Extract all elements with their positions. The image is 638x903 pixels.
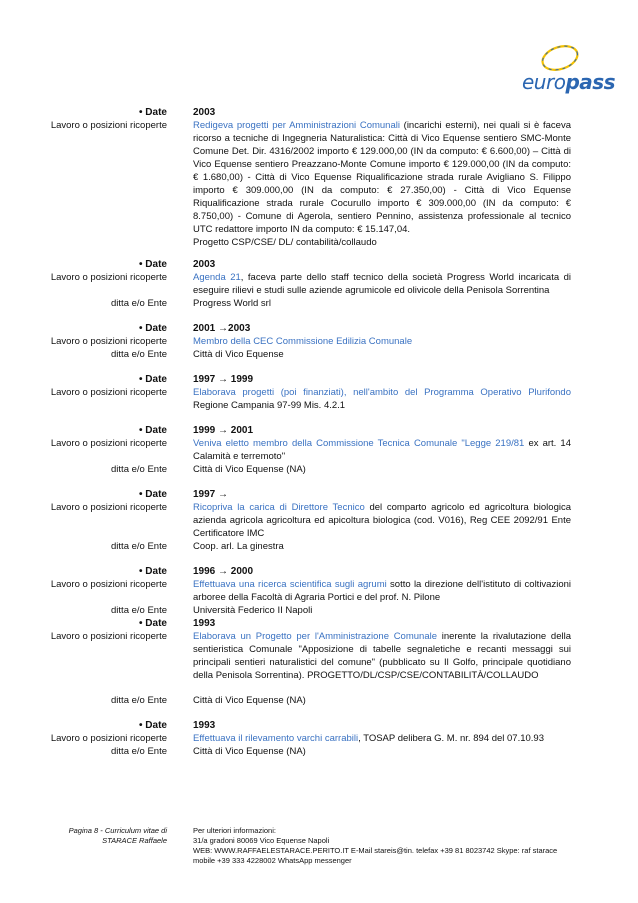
detail-label: ditta e/o Ente bbox=[111, 298, 167, 309]
body-text: Università Federico II Napoli bbox=[193, 605, 313, 616]
detail-row bbox=[0, 335, 638, 348]
detail-row bbox=[0, 463, 638, 476]
detail-row bbox=[0, 732, 638, 745]
detail-value bbox=[193, 271, 571, 297]
body-text: Città di Vico Equense bbox=[193, 349, 284, 360]
detail-label: Lavoro o posizioni ricoperte bbox=[50, 438, 167, 449]
page-footer bbox=[0, 826, 638, 866]
detail-row bbox=[0, 694, 638, 707]
footer-contacts bbox=[193, 826, 593, 866]
detail-label: ditta e/o Ente bbox=[111, 541, 167, 552]
date-row bbox=[0, 719, 638, 732]
detail-value bbox=[193, 236, 571, 249]
detail-row bbox=[0, 348, 638, 361]
detail-value bbox=[193, 297, 571, 310]
detail-label: ditta e/o Ente bbox=[111, 695, 167, 706]
highlight-text: Elaborava progetti (poi finanziati), nell'ambito del Programma Operativo Plurifondo bbox=[193, 387, 571, 398]
footer-contacts-title: Per ulteriori informazioni: bbox=[193, 826, 276, 835]
highlight-text: Agenda 21 bbox=[193, 272, 241, 283]
highlight-text: Ricopriva la carica di Direttore Tecnico bbox=[193, 502, 365, 513]
date-row bbox=[0, 106, 638, 119]
detail-value bbox=[193, 119, 571, 236]
body-text: (incarichi esterni), nei quali si è faceva ricorso a tecniche di Ingegneria Naturalistica: Città di Vico Equense sentiero SMC-Monte Comune Det. Dir. 4316/2002 importo € 129.000,00 (IN da computo: € 6.600,00) – Città di Vico Equense sentiero Preazzano-Monte Comune importo € 129.000,00 (IN da computo: € 1.680,00) - Città di Vico Equense Riqualificazione strada rurale Avigliano S. Filippo importo € 309.000,00 (IN da computo: € 27.350,00) - Città di Vico Equense Riqualificazione strada rurale Cocurullo importo € 309.000,00 (IN da computo: € 8.750,00) - Comune di Agerola, sentiero Pennino, assistenza professionale al tecnico UTC redattore importo IN da computo: € 15.147,04. bbox=[193, 120, 572, 235]
date-label: • Date bbox=[139, 618, 167, 629]
body-text: ex art. 14 Calamità e terremoto" bbox=[193, 438, 571, 462]
detail-label: ditta e/o Ente bbox=[111, 464, 167, 475]
detail-value bbox=[193, 501, 571, 540]
date-label: • Date bbox=[139, 720, 167, 731]
highlight-text: Redigeva progetti per Amministrazioni Comunali bbox=[193, 120, 400, 131]
detail-value bbox=[193, 463, 571, 476]
detail-row bbox=[0, 437, 638, 463]
detail-value bbox=[193, 335, 571, 348]
detail-label: Lavoro o posizioni ricoperte bbox=[50, 579, 167, 590]
date-row bbox=[0, 565, 638, 578]
detail-value bbox=[193, 732, 571, 745]
date-row bbox=[0, 488, 638, 501]
date-label: • Date bbox=[139, 566, 167, 577]
date-value: 1993 bbox=[193, 720, 216, 731]
date-label: • Date bbox=[139, 323, 167, 334]
date-label: • Date bbox=[139, 259, 167, 270]
europass-logo bbox=[520, 40, 616, 100]
date-label: • Date bbox=[139, 374, 167, 385]
detail-label: Lavoro o posizioni ricoperte bbox=[50, 120, 167, 131]
body-text: inerente la rivalutazione della sentieristica Comunale "Apposizione di tabelle segnaletiche e recanti messaggi sui principali sentieri naturalistici del comune" (pubblicato su Il Golfo, principale quotidiano della Penisola Sorrentina). PROGETTO/DL/CSP/CSE/CONTABILITÀ/COLLAUDO bbox=[193, 631, 571, 681]
date-row bbox=[0, 258, 638, 271]
detail-row bbox=[0, 604, 638, 617]
experience-entry bbox=[0, 322, 638, 373]
footer-author: STARACE Raffaele bbox=[102, 836, 167, 845]
detail-label: ditta e/o Ente bbox=[111, 605, 167, 616]
detail-row bbox=[0, 578, 638, 604]
detail-label: Lavoro o posizioni ricoperte bbox=[50, 272, 167, 283]
detail-value bbox=[193, 348, 571, 361]
experience-entry bbox=[0, 258, 638, 322]
date-label: • Date bbox=[139, 425, 167, 436]
detail-label bbox=[0, 236, 193, 249]
body-text: del comparto agricolo ed agricoltura biologica azienda agricola agricoltura ed apicoltura biologica (cod. V016), Reg CEE 2092/91 Ente Certificatore IMC bbox=[193, 502, 572, 539]
body-text: sotto la direzione dell'istituto di coltivazioni arboree della Facoltà di Agraria Portici e del prof. N. Pilone bbox=[193, 579, 572, 603]
date-value: 1996 → 2000 bbox=[193, 566, 254, 577]
detail-label: Lavoro o posizioni ricoperte bbox=[50, 502, 167, 513]
date-value: 1997 → 1999 bbox=[193, 374, 254, 385]
body-text: , faceva parte dello staff tecnico della società Progress World incaricata di eseguire rilievi e studi sulle aziende agrumicole ed olivicole della Penisola Sorrentina bbox=[193, 272, 571, 296]
detail-row bbox=[0, 630, 638, 682]
detail-row bbox=[0, 501, 638, 540]
date-row bbox=[0, 424, 638, 437]
footer-mobile: mobile +39 333 4228002 WhatsApp messenger bbox=[193, 856, 352, 865]
highlight-text: Effettuava una ricerca scientifica sugli agrumi bbox=[193, 579, 387, 590]
footer-address: 31/a gradoni 80069 Vico Equense Napoli bbox=[193, 836, 330, 845]
date-row bbox=[0, 322, 638, 335]
body-text: Città di Vico Equense (NA) bbox=[193, 746, 306, 757]
detail-row bbox=[0, 386, 638, 412]
footer-page-label: Pagina 8 - Curriculum vitae di bbox=[68, 826, 167, 835]
detail-row bbox=[0, 745, 638, 758]
detail-label: ditta e/o Ente bbox=[111, 746, 167, 757]
experience-entry bbox=[0, 424, 638, 488]
date-value: 1997 → bbox=[193, 489, 229, 500]
date-value: 2001 →2003 bbox=[193, 323, 251, 334]
detail-value bbox=[193, 540, 571, 553]
date-value: 2003 bbox=[193, 259, 216, 270]
date-value: 1993 bbox=[193, 618, 216, 629]
europass-wordmark: europass bbox=[522, 70, 616, 94]
experience-entry bbox=[0, 373, 638, 424]
detail-value bbox=[193, 578, 571, 604]
body-text: Città di Vico Equense (NA) bbox=[193, 695, 306, 706]
detail-value bbox=[193, 386, 571, 412]
experience-entry bbox=[0, 106, 638, 258]
detail-value bbox=[193, 604, 571, 617]
detail-value bbox=[193, 694, 571, 707]
body-text: Progress World srl bbox=[193, 298, 271, 309]
detail-label: ditta e/o Ente bbox=[111, 349, 167, 360]
body-text: Regione Campania 97-99 Mis. 4.2.1 bbox=[193, 400, 346, 411]
detail-label: Lavoro o posizioni ricoperte bbox=[50, 387, 167, 398]
work-experience-list bbox=[0, 106, 638, 758]
detail-row bbox=[0, 119, 638, 236]
date-label: • Date bbox=[139, 489, 167, 500]
experience-entry bbox=[0, 565, 638, 617]
footer-page-info bbox=[0, 826, 193, 866]
highlight-text: Elaborava un Progetto per l'Amministrazione Comunale bbox=[193, 631, 437, 642]
detail-row bbox=[0, 540, 638, 553]
body-text: , TOSAP delibera G. M. nr. 894 del 07.10.93 bbox=[358, 733, 544, 744]
body-text: Città di Vico Equense (NA) bbox=[193, 464, 306, 475]
body-text: Coop. arl. La ginestra bbox=[193, 541, 284, 552]
detail-row bbox=[0, 236, 638, 249]
date-value: 1999 → 2001 bbox=[193, 425, 254, 436]
highlight-text: Membro della CEC Commissione Edilizia Comunale bbox=[193, 336, 413, 347]
detail-row bbox=[0, 271, 638, 297]
detail-value bbox=[193, 745, 571, 758]
body-text: Progetto CSP/CSE/ DL/ contabilità/collaudo bbox=[193, 237, 377, 248]
date-label: • Date bbox=[139, 107, 167, 118]
date-value: 2003 bbox=[193, 107, 216, 118]
detail-value bbox=[193, 630, 571, 682]
date-row bbox=[0, 617, 638, 630]
detail-row bbox=[0, 297, 638, 310]
highlight-text: Effettuava il rilevamento varchi carrabili bbox=[193, 733, 359, 744]
detail-label: Lavoro o posizioni ricoperte bbox=[50, 336, 167, 347]
experience-entry bbox=[0, 617, 638, 719]
date-row bbox=[0, 373, 638, 386]
experience-entry bbox=[0, 488, 638, 565]
detail-label: Lavoro o posizioni ricoperte bbox=[50, 631, 167, 642]
highlight-text: Veniva eletto membro della Commissione Tecnica Comunale "Legge 219/81 bbox=[193, 438, 525, 449]
detail-label: Lavoro o posizioni ricoperte bbox=[50, 733, 167, 744]
footer-web-email: WEB: WWW.RAFFAELESTARACE.PERITO.IT E-Mail stareis@tin. telefax +39 81 8023742 Skype: raf starace bbox=[193, 846, 558, 855]
detail-value bbox=[193, 437, 571, 463]
experience-entry bbox=[0, 719, 638, 758]
